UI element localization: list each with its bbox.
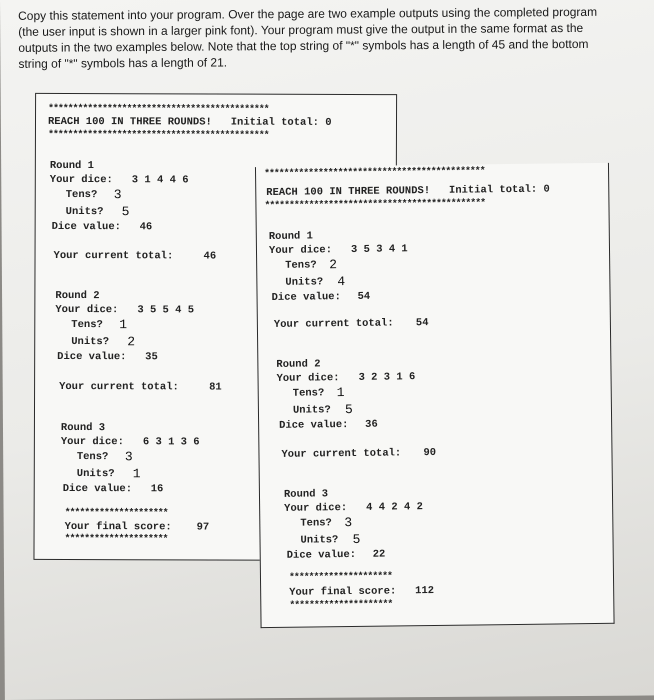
dice-value-label: Dice value: [279, 419, 349, 432]
top-star-line: ********************************************* [48, 103, 269, 116]
round-label: Round 3 [60, 421, 106, 435]
bottom-star-line: ********************* [64, 533, 168, 546]
top-star-line: ********************************************* [263, 166, 485, 181]
round-label: Round 2 [55, 289, 100, 303]
tens-input: 3 [344, 514, 353, 531]
tens-prompt: Tens? [285, 259, 317, 272]
dice-value-label: Dice value: [62, 482, 133, 496]
units-prompt: Units? [300, 534, 339, 547]
current-total-label: Your current total: [59, 380, 179, 394]
tens-prompt: Tens? [300, 517, 332, 530]
dice-value: 36 [365, 418, 378, 431]
current-total: 90 [423, 446, 437, 460]
dice-value: 22 [372, 548, 386, 561]
dice-value-label: Dice value: [271, 291, 341, 304]
units-input: 5 [352, 531, 361, 547]
dice-value: 54 [357, 290, 371, 303]
units-input: 2 [127, 334, 136, 350]
dice-value-label: Dice value: [51, 220, 121, 234]
bottom-star-line: ********************* [288, 571, 392, 584]
units-input: 5 [344, 401, 353, 418]
header-line: REACH 100 IN THREE ROUNDS! Initial total: 0 [266, 183, 550, 200]
dice-value: 35 [145, 351, 158, 364]
dice-value: 16 [150, 483, 164, 496]
dice-values: 6 3 1 3 6 [142, 436, 200, 449]
units-prompt: Units? [76, 468, 115, 481]
bottom-star-line: ********************* [289, 599, 393, 612]
example-output-2 [255, 163, 615, 628]
round-label: Round 3 [283, 488, 329, 501]
round-label: Round 1 [268, 230, 314, 243]
round-label: Round 2 [276, 358, 321, 371]
tens-input: 2 [329, 257, 338, 273]
header-line: REACH 100 IN THREE ROUNDS! Initial total: 0 [47, 115, 332, 129]
final-score: 112 [415, 584, 435, 598]
tens-prompt: Tens? [76, 451, 109, 464]
dice-label: Your dice: [55, 303, 119, 317]
units-prompt: Units? [292, 404, 331, 417]
current-total-label: Your current total: [53, 249, 174, 263]
header-star-line: ********************************************* [47, 129, 269, 142]
current-total-label: Your current total: [281, 447, 402, 461]
tens-input: 3 [124, 449, 133, 465]
units-input: 1 [132, 466, 141, 482]
dice-value: 46 [139, 221, 153, 234]
units-prompt: Units? [65, 205, 104, 219]
tens-prompt: Tens? [292, 387, 325, 400]
instructions-text: Copy this statement into your program. Over the page are two example outputs using the completed program (the user input is shown in a larger pink font). Your program must give the output in the same format as the outputs in the two examples below. Note that the top string of "*" symbols has a length of 45 and the bottom string of "*" symbols has a length of 21. [18, 4, 598, 71]
tens-prompt: Tens? [65, 188, 98, 202]
dice-values: 3 1 4 4 6 [131, 174, 189, 187]
dice-label: Your dice: [49, 173, 113, 187]
units-input: 5 [121, 204, 130, 220]
dice-label: Your dice: [276, 372, 340, 385]
current-total: 46 [203, 250, 217, 263]
dice-label: Your dice: [268, 244, 333, 257]
tens-input: 1 [336, 385, 345, 401]
header-star-line: ********************************************* [264, 198, 486, 213]
dice-values: 3 5 3 4 1 [350, 243, 408, 256]
tens-prompt: Tens? [71, 319, 103, 332]
tens-input: 3 [113, 187, 122, 203]
dice-values: 4 4 2 4 2 [366, 501, 423, 514]
current-total: 54 [415, 317, 429, 330]
dice-value-label: Dice value: [286, 548, 357, 562]
units-prompt: Units? [71, 336, 110, 349]
dice-label: Your dice: [284, 502, 348, 515]
round-label: Round 1 [49, 159, 94, 173]
bottom-star-line: ********************* [64, 507, 168, 520]
units-input: 4 [337, 274, 346, 290]
dice-values: 3 5 5 4 5 [137, 304, 195, 317]
final-score-label: Your final score: [64, 520, 172, 534]
dice-values: 3 2 3 1 6 [358, 371, 416, 384]
current-total: 81 [209, 381, 222, 394]
dice-value-label: Dice value: [57, 350, 127, 364]
units-prompt: Units? [285, 276, 324, 289]
final-score: 97 [196, 521, 210, 534]
final-score-label: Your final score: [289, 585, 397, 599]
current-total-label: Your current total: [273, 317, 394, 331]
dice-label: Your dice: [60, 435, 124, 449]
tens-input: 1 [119, 317, 128, 333]
